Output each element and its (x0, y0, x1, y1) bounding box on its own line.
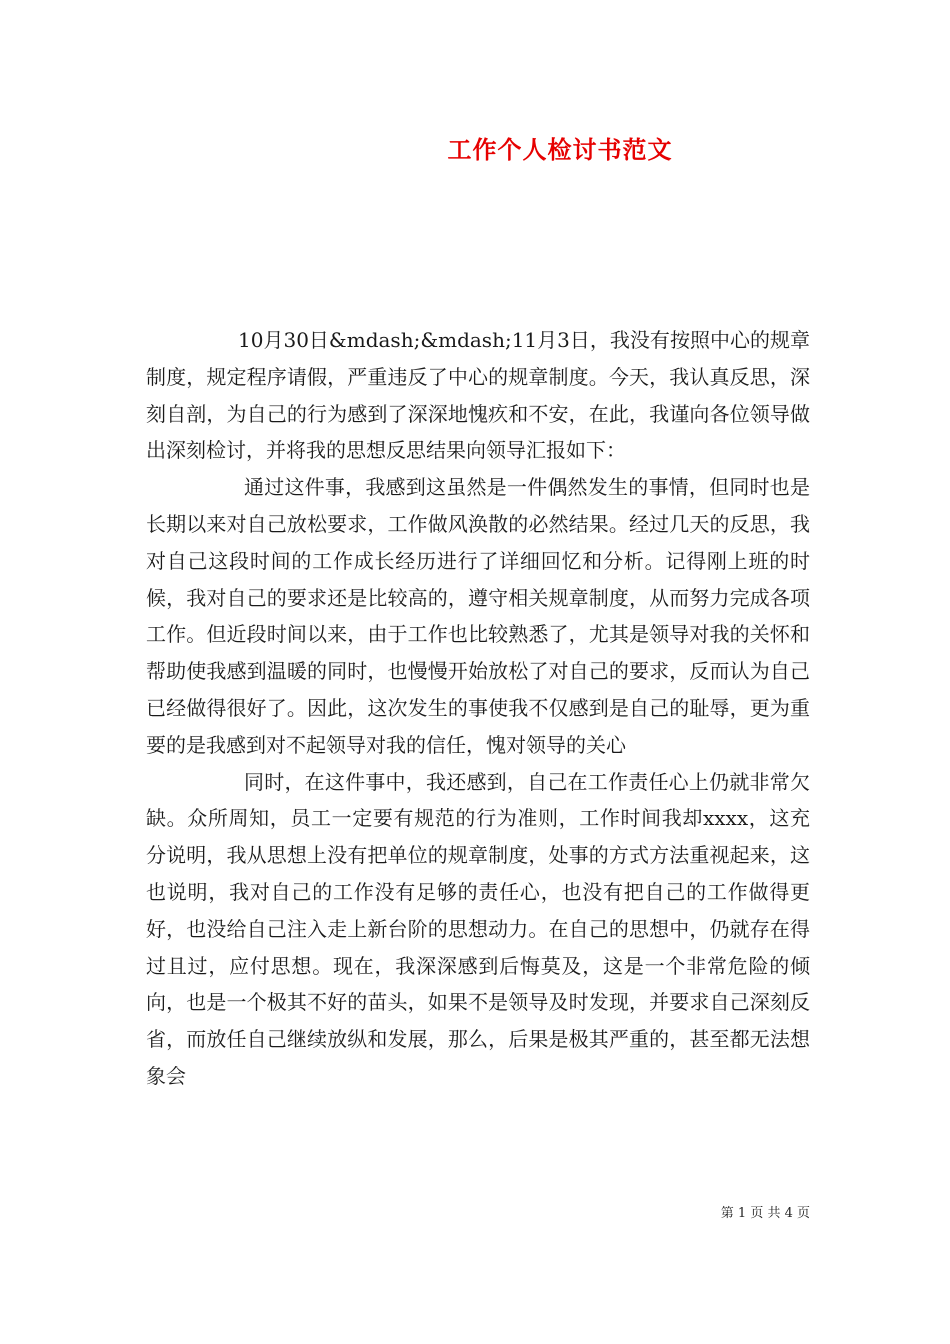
paragraph-1: 10月30日&mdash;&mdash;11月3日，我没有按照中心的规章制度，规定程序请假，严重违反了中心的规章制度。今天，我认真反思，深刻自剖，为自己的行为感到了深深地愧疚和不安，在此，我谨向各位领导做出深刻检讨，并将我的思想反思结果向领导汇报如下： (146, 328, 810, 463)
paragraph-2: 通过这件事，我感到这虽然是一件偶然发生的事情，但同时也是长期以来对自己放松要求，工作做风涣散的必然结果。经过几天的反思，我对自己这段时间的工作成长经历进行了详细回忆和分析。记得刚上班的时候，我对自己的要求还是比较高的，遵守相关规章制度，从而努力完成各项工作。但近段时间以来，由于工作也比较熟悉了，尤其是领导对我的关怀和帮助使我感到温暖的同时，也慢慢开始放松了对自己的要求，反而认为自己已经做得很好了。因此，这次发生的事使我不仅感到是自己的耻辱，更为重要的是我感到对不起领导对我的信任，愧对领导的关心 (146, 475, 810, 757)
document-body (146, 322, 810, 1095)
document-title: 工作个人检讨书范文 (447, 135, 673, 164)
paragraph-3: 同时，在这件事中，我还感到，自己在工作责任心上仍就非常欠缺。众所周知，员工一定要有规范的行为准则，工作时间我却xxxx，这充分说明，我从思想上没有把单位的规章制度，处事的方式方法重视起来，这也说明，我对自己的工作没有足够的责任心，也没有把自己的工作做得更好，也没给自己注入走上新台阶的思想动力。在自己的思想中，仍就存在得过且过，应付思想。现在，我深深感到后悔莫及，这是一个非常危险的倾向，也是一个极其不好的苗头，如果不是领导及时发现，并要求自己深刻反省，而放任自己继续放纵和发展，那么，后果是极其严重的，甚至都无法想象会 (146, 769, 810, 1088)
page-number-footer: 第 1 页 共 4 页 (720, 1206, 810, 1221)
